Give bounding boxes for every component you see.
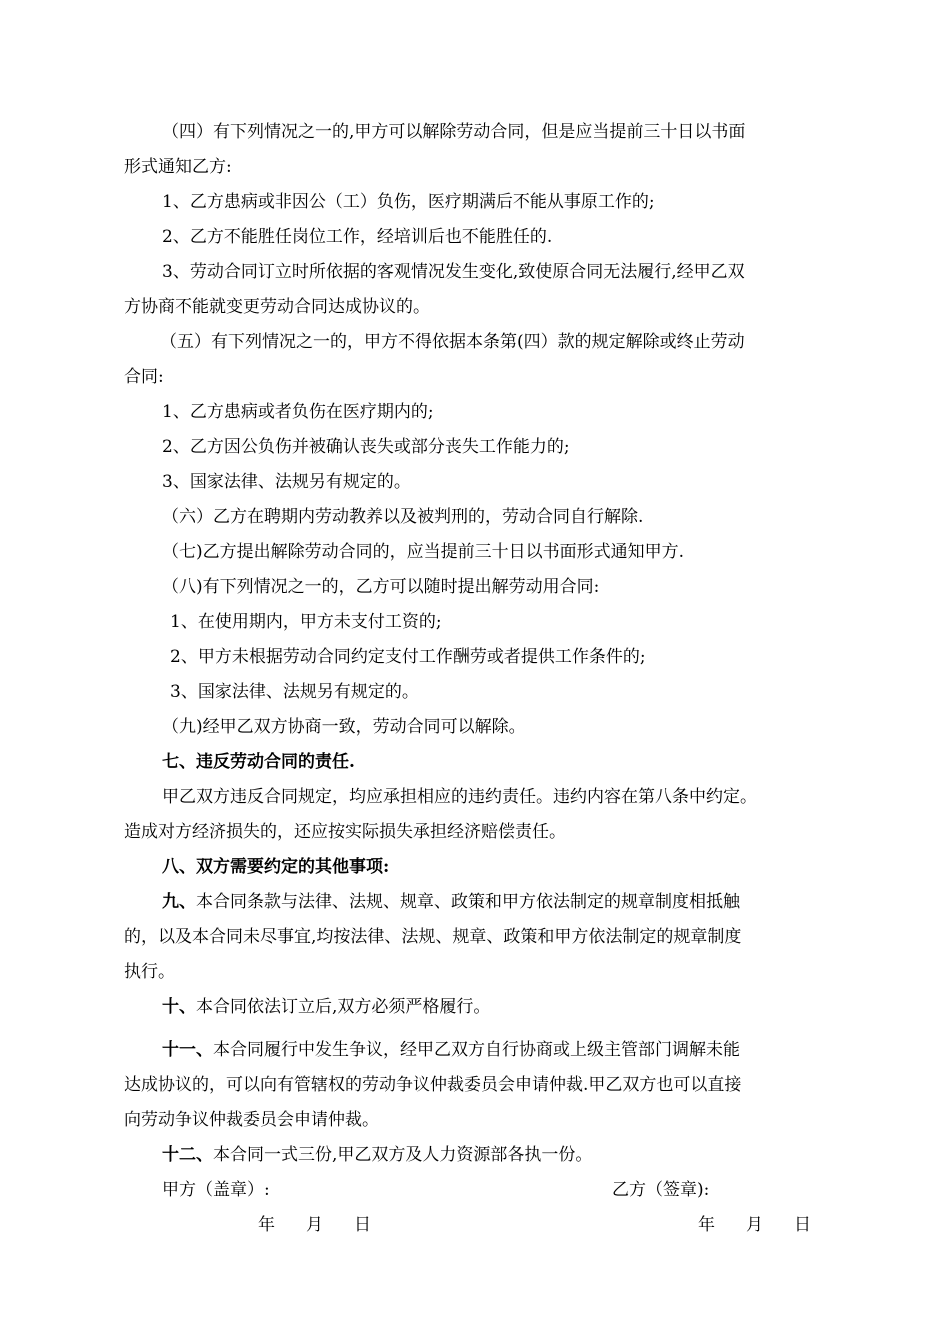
party-b-month: 月: [746, 1215, 763, 1235]
clause-6-4-line-2: 形式通知乙方:: [124, 157, 232, 177]
section-11-line-2: 达成协议的，可以向有管辖权的劳动争议仲裁委员会申请仲裁.甲乙双方也可以直接: [124, 1075, 742, 1095]
section-11-prefix: 十一、: [162, 1040, 213, 1060]
clause-6-7: （七)乙方提出解除劳动合同的，应当提前三十日以书面形式通知甲方.: [162, 542, 685, 562]
section-10-text: 本合同依法订立后,双方必须严格履行。: [196, 997, 491, 1017]
section-12-text: 本合同一式三份,甲乙双方及人力资源部各执一份。: [213, 1145, 593, 1165]
clause-6-4-item-2: 2、乙方不能胜任岗位工作，经培训后也不能胜任的.: [162, 227, 553, 247]
section-12: [162, 1143, 950, 1167]
section-7-line-1: 甲乙双方违反合同规定，均应承担相应的违约责任。违约内容在第八条中约定。: [162, 787, 757, 807]
clause-6-8-item-1: 1、在使用期内，甲方未支付工资的;: [170, 612, 442, 632]
section-11-line-3: 向劳动争议仲裁委员会申请仲裁。: [124, 1110, 379, 1130]
clause-6-4-item-3-line-1: 3、劳动合同订立时所依据的客观情况发生变化,致使原合同无法履行,经甲乙双: [162, 262, 745, 282]
clause-6-9: （九)经甲乙双方协商一致，劳动合同可以解除。: [162, 717, 526, 737]
clause-6-8-item-3: 3、国家法律、法规另有规定的。: [170, 682, 419, 702]
clause-6-5-item-3: 3、国家法律、法规另有规定的。: [162, 472, 411, 492]
clause-6-4-line-1: （四）有下列情况之一的,甲方可以解除劳动合同，但是应当提前三十日以书面: [162, 122, 746, 142]
party-b-seal-label: 乙方（签章):: [612, 1180, 710, 1200]
clause-6-4-item-3-line-2: 方协商不能就变更劳动合同达成协议的。: [124, 297, 430, 317]
clause-6-5-item-1: 1、乙方患病或者负伤在医疗期内的;: [162, 402, 434, 422]
clause-6-8: （八)有下列情况之一的，乙方可以随时提出解劳动用合同:: [162, 577, 600, 597]
section-11-text: 本合同履行中发生争议，经甲乙双方自行协商或上级主管部门调解未能: [213, 1040, 740, 1060]
section-7-line-2: 造成对方经济损失的，还应按实际损失承担经济赔偿责任。: [124, 822, 566, 842]
clause-6-5-line-2: 合同:: [124, 367, 164, 387]
clause-6-6: （六）乙方在聘期内劳动教养以及被判刑的，劳动合同自行解除.: [162, 507, 644, 527]
section-9-line-3: 执行。: [124, 962, 175, 982]
clause-6-5-item-2: 2、乙方因公负伤并被确认丧失或部分丧失工作能力的;: [162, 437, 570, 457]
clause-6-4-item-1: 1、乙方患病或非因公（工）负伤，医疗期满后不能从事原工作的;: [162, 192, 655, 212]
party-a-year: 年: [258, 1215, 275, 1235]
section-10: [162, 995, 950, 1019]
section-12-prefix: 十二、: [162, 1145, 213, 1165]
party-a-day: 日: [354, 1215, 371, 1235]
clause-6-8-item-2: 2、甲方未根据劳动合同约定支付工作酬劳或者提供工作条件的;: [170, 647, 646, 667]
section-9-line-2: 的，以及本合同未尽事宜,均按法律、法规、规章、政策和甲方依法制定的规章制度: [124, 927, 742, 947]
section-11-line-1: [162, 1038, 950, 1062]
party-a-month: 月: [306, 1215, 323, 1235]
section-9-line-1: [162, 890, 950, 914]
section-9-prefix: 九、: [162, 892, 196, 912]
party-b-year: 年: [698, 1215, 715, 1235]
party-b-day: 日: [794, 1215, 811, 1235]
clause-6-5-line-1: （五）有下列情况之一的，甲方不得依据本条第(四）款的规定解除或终止劳动: [160, 332, 745, 352]
section-10-prefix: 十、: [162, 997, 196, 1017]
section-9-text: 本合同条款与法律、法规、规章、政策和甲方依法制定的规章制度相抵触: [196, 892, 740, 912]
section-8-heading: 八、双方需要约定的其他事项:: [162, 857, 390, 877]
section-7-heading: 七、违反劳动合同的责任.: [162, 752, 355, 772]
party-a-seal-label: 甲方（盖章）:: [162, 1180, 270, 1200]
